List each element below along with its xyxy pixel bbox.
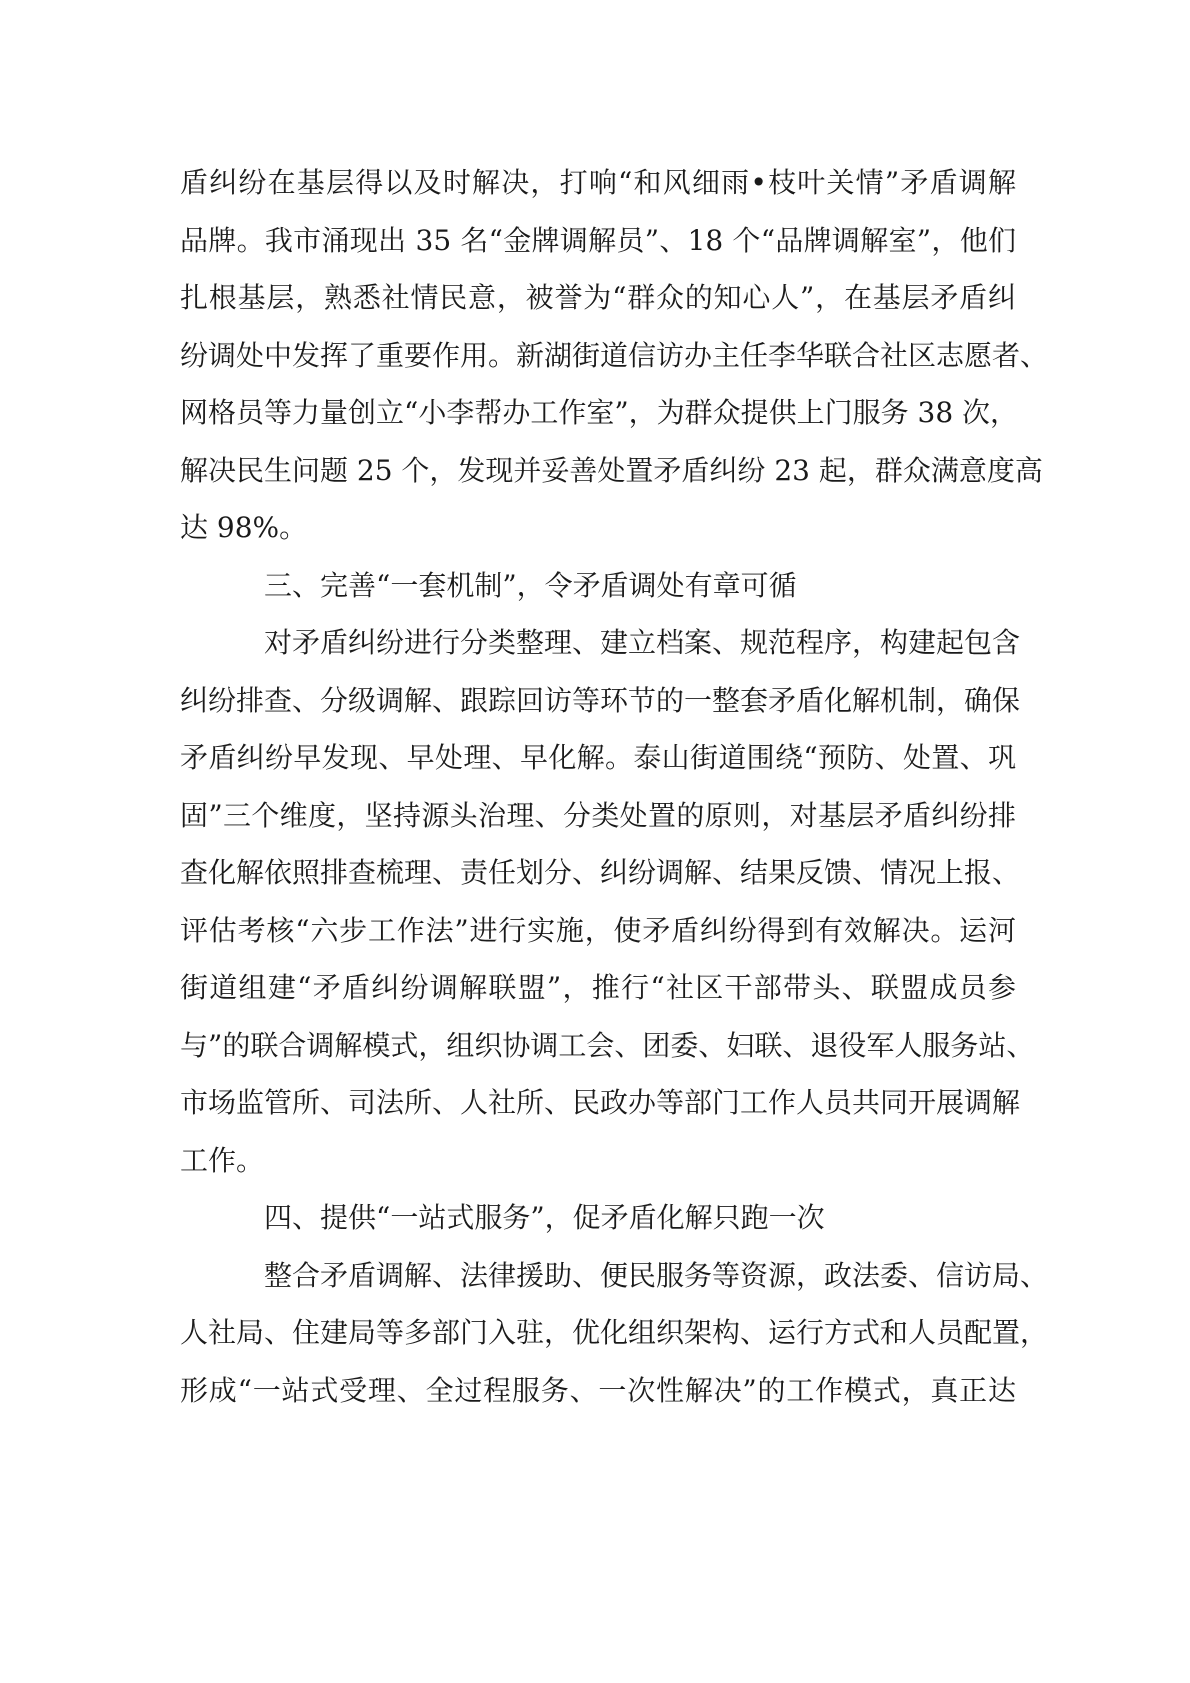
body-text-line: 查化解依照排查梳理、责任划分、纠纷调解、结果反馈、情况上报、 (180, 856, 1021, 889)
document-body (180, 154, 1049, 1419)
body-text-line: 矛盾纠纷早发现、早处理、早化解。泰山街道围绕“预防、处置、巩 (180, 741, 1016, 774)
body-text-line: 盾纠纷在基层得以及时解决，打响“和风细雨•枝叶关情”矛盾调解 (180, 166, 1016, 199)
body-text-line: 人社局、住建局等多部门入驻，优化组织架构、运行方式和人员配置， (180, 1316, 1049, 1349)
body-text-line: 达 98%。 (180, 511, 308, 544)
body-text-line: 解决民生问题 25 个，发现并妥善处置矛盾纠纷 23 起，群众满意度高 (180, 453, 1043, 487)
body-text-line: 工作。 (180, 1143, 265, 1177)
body-text-line: 与”的联合调解模式，组织协调工会、团委、妇联、退役军人服务站、 (180, 1028, 1035, 1062)
body-text-line: 对矛盾纠纷进行分类整理、建立档案、规范程序，构建起包含 (264, 626, 1021, 659)
body-text-line: 网格员等力量创立“小李帮办工作室”，为群众提供上门服务 38 次， (180, 396, 1019, 429)
body-text-line: 纠纷排查、分级调解、跟踪回访等环节的一整套矛盾化解机制，确保 (180, 683, 1021, 717)
body-text-line: 形成“一站式受理、全过程服务、一次性解决”的工作模式，真正达 (180, 1373, 1016, 1407)
body-text-line: 整合矛盾调解、法律援助、便民服务等资源，政法委、信访局、 (264, 1258, 1049, 1292)
body-text-line: 评估考核“六步工作法”进行实施，使矛盾纠纷得到有效解决。运河 (180, 913, 1016, 947)
section-heading-4: 四、提供“一站式服务”，促矛盾化解只跑一次 (264, 1201, 825, 1234)
body-text-line: 品牌。我市涌现出 35 名“金牌调解员”、18 个“品牌调解室”，他们 (180, 223, 1016, 257)
body-text-line: 街道组建“矛盾纠纷调解联盟”，推行“社区干部带头、联盟成员参 (180, 971, 1016, 1004)
body-text-line: 扎根基层，熟悉社情民意，被誉为“群众的知心人”，在基层矛盾纠 (180, 281, 1016, 314)
body-text-line: 市场监管所、司法所、人社所、民政办等部门工作人员共同开展调解 (180, 1086, 1021, 1119)
body-text-line: 纷调处中发挥了重要作用。新湖街道信访办主任李华联合社区志愿者、 (180, 338, 1049, 372)
section-heading-3: 三、完善“一套机制”，令矛盾调处有章可循 (264, 568, 797, 602)
body-text-line: 固”三个维度，坚持源头治理、分类处置的原则，对基层矛盾纠纷排 (180, 798, 1016, 832)
